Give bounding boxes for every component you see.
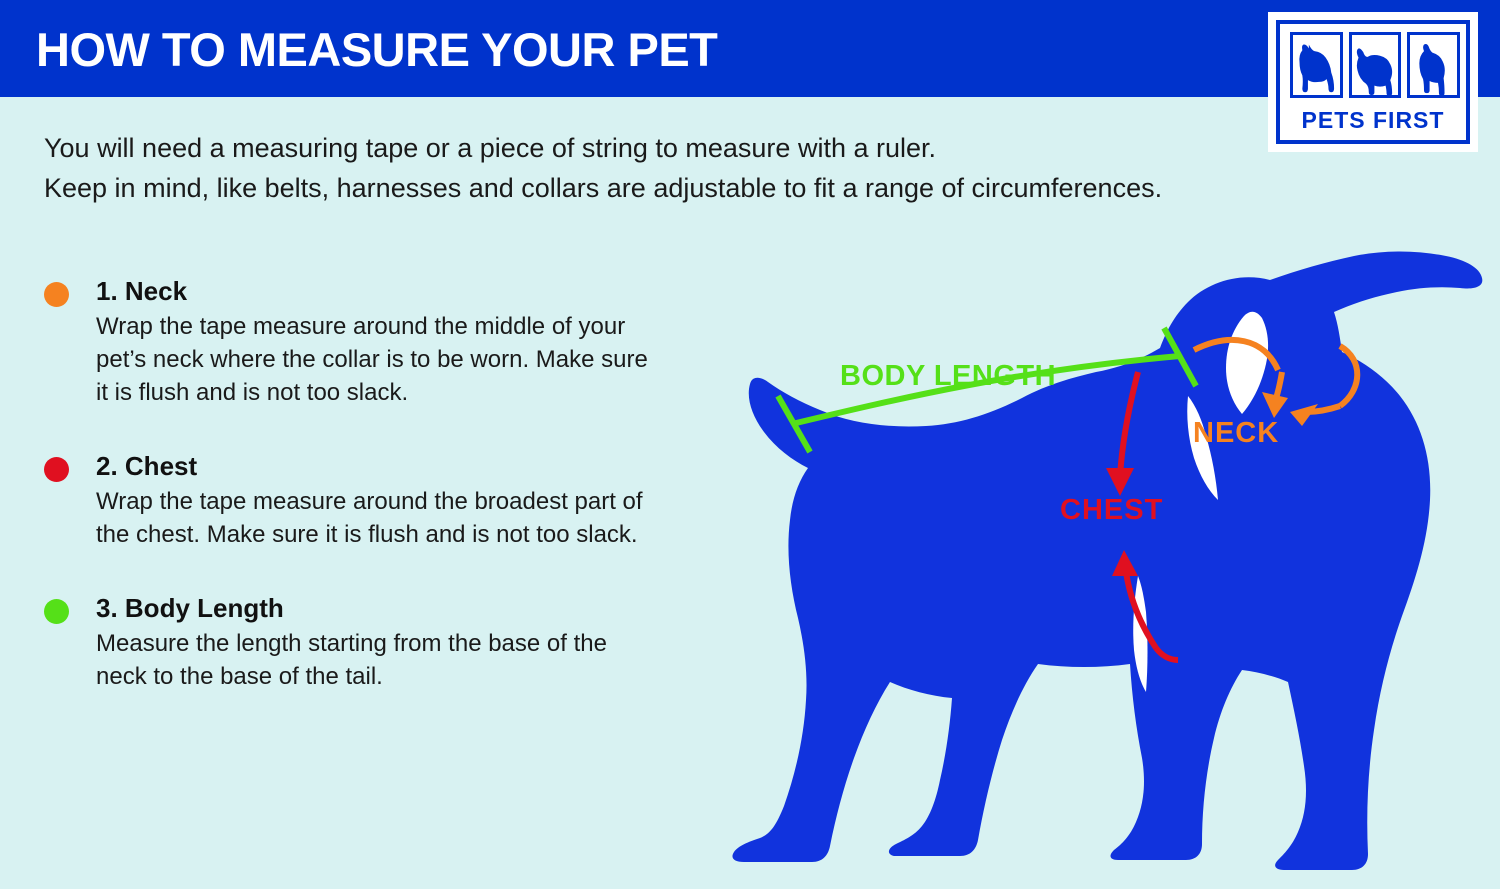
intro-paragraph	[44, 128, 1364, 208]
chest-label: CHEST	[1060, 494, 1164, 526]
step-bullet-neck	[44, 282, 69, 307]
step-body-chest: Wrap the tape measure around the broadest part of the chest. Make sure it is flush and is not too slack.	[96, 488, 643, 548]
dog-sitting-icon	[1290, 32, 1343, 98]
step-title-body-length: 3. Body Length	[96, 593, 284, 623]
logo-border	[1276, 20, 1470, 144]
step-item-neck	[44, 272, 654, 409]
intro-line-1: You will need a measuring tape or a piece of string to measure with a ruler.	[44, 133, 937, 163]
step-title-neck: 1. Neck	[96, 276, 188, 306]
intro-line-2: Keep in mind, like belts, harnesses and collars are adjustable to fit a range of circumferences.	[44, 173, 1163, 203]
step-title-chest: 2. Chest	[96, 451, 198, 481]
logo-frames	[1290, 32, 1460, 98]
step-body-neck: Wrap the tape measure around the middle of your pet’s neck where the collar is to be worn. Make sure it is flush and is not too slack.	[96, 313, 648, 406]
dog-silhouette-icon	[732, 252, 1482, 871]
body-length-label: BODY LENGTH	[840, 360, 1057, 392]
dog-head-icon	[1349, 32, 1402, 98]
dog-diagram-svg	[640, 220, 1500, 880]
step-item-body-length	[44, 589, 654, 693]
step-bullet-body-length	[44, 599, 69, 624]
steps-list	[44, 272, 654, 731]
step-item-chest	[44, 447, 654, 551]
logo-brand-text: PETS FIRST	[1301, 107, 1445, 133]
dog-measurement-diagram	[640, 220, 1500, 880]
page-title: HOW TO MEASURE YOUR PET	[36, 23, 718, 76]
neck-label: NECK	[1193, 417, 1280, 449]
step-bullet-chest	[44, 457, 69, 482]
dog-standing-icon	[1407, 32, 1460, 98]
step-body-body-length: Measure the length starting from the base of the neck to the base of the tail.	[96, 630, 607, 690]
